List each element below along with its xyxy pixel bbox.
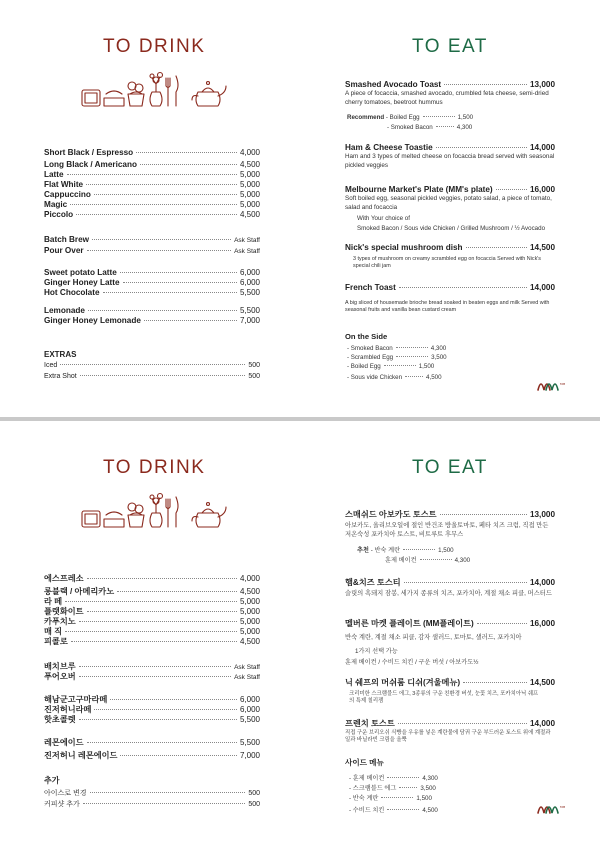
drink-price: Ask Staff: [234, 664, 260, 671]
leader-dots: [79, 676, 231, 677]
to-eat-heading: TO EAT: [412, 36, 488, 57]
drink-price: Ask Staff: [234, 674, 260, 681]
to-eat-heading: TO EAT: [412, 457, 488, 478]
drink-price: Ask Staff: [234, 248, 260, 255]
recommend-price: 4,300: [454, 557, 471, 564]
food-name: Smashed Avocado Toast: [345, 80, 442, 89]
svg-text:MM: MM: [560, 805, 566, 809]
leader-dots: [399, 787, 417, 788]
food-name: 햄&치즈 토스티: [345, 578, 401, 587]
leader-dots: [92, 239, 231, 240]
extra-name: 아이스로 변경: [44, 790, 87, 797]
food-name: Melbourne Market's Plate (MM's plate): [345, 185, 493, 194]
recommend-row: [385, 555, 470, 564]
melbourne-market-logo: [536, 795, 570, 817]
drink-row: [44, 288, 260, 297]
drink-name: Long Black / Americano: [44, 160, 137, 169]
food-name: 닉 쉐프의 머쉬룸 디쉬(겨울메뉴): [345, 678, 461, 687]
extra-row: [44, 362, 260, 369]
leader-dots: [79, 621, 237, 622]
food-description: 직접 구운 브리오쉬 식빵을 우유를 넣은 계란물에 담궈 구운 부드러운 토스트 위에 계절과일과 바닐라빈 크림을 올뿍: [345, 730, 551, 743]
side-row: [347, 363, 434, 370]
drink-price: 5,000: [239, 200, 260, 209]
drink-name: 매 직: [44, 627, 63, 636]
leader-dots: [381, 797, 413, 798]
extra-price: 500: [248, 362, 260, 369]
leader-dots: [87, 578, 237, 579]
leader-dots: [71, 641, 237, 642]
food-name: French Toast: [345, 283, 396, 292]
food-description: A piece of focaccia, smashed avocado, crumbled feta cheese, semi-dried cherry tomatoes, beetroot hummus: [345, 90, 549, 107]
drink-name: 푸어오버: [44, 672, 76, 681]
choice-options: Smoked Bacon / Sous vide Chicken / Grilled Mushroom / ½ Avocado: [357, 225, 546, 232]
side-price: 1,500: [416, 795, 432, 802]
side-name: - 훈제 베이컨: [349, 775, 385, 782]
recommend-price: 4,300: [456, 124, 473, 131]
leader-dots: [387, 777, 419, 778]
leader-dots: [70, 204, 237, 205]
food-row: [345, 283, 555, 292]
drink-name: 플랫화이트: [44, 607, 84, 616]
drink-row: [44, 671, 260, 682]
side-name: - Boiled Egg: [347, 363, 381, 370]
leader-dots: [80, 375, 246, 376]
drink-name: 배치브루: [44, 662, 76, 671]
side-price: 3,500: [431, 354, 447, 361]
food-row: [345, 185, 555, 194]
drink-price: 5,000: [239, 180, 260, 189]
leader-dots: [65, 631, 237, 632]
food-row: [345, 618, 555, 629]
leader-dots: [396, 347, 428, 348]
cup-and-teapot-illustration: [80, 485, 230, 533]
drink-row: [44, 200, 260, 209]
leader-dots: [398, 723, 527, 724]
choice-options: 훈제 베이컨 / 수비드 치킨 / 구운 버섯 / 아보카도½: [345, 659, 479, 666]
food-price: 16,000: [529, 185, 555, 194]
leader-dots: [466, 247, 527, 248]
leader-dots: [120, 755, 237, 756]
drink-row: [44, 737, 260, 748]
drink-price: 4,500: [239, 160, 260, 169]
food-description: 크리미한 스크램블드 에그, 3종류의 구운 친환경 버섯, 눈꽃 치즈, 포카치아닉 쉐프의 특제 칠리잼: [349, 691, 539, 704]
leader-dots: [79, 719, 237, 720]
side-row: [347, 354, 447, 361]
leader-dots: [384, 365, 416, 366]
drink-price: 4,000: [239, 574, 260, 583]
cup-and-teapot-illustration: [80, 64, 230, 112]
drink-name: Cappuccino: [44, 190, 91, 199]
leader-dots: [120, 272, 237, 273]
food-name: 멜버른 마켓 플레이트 (MM플레이트): [345, 619, 474, 628]
drink-row: [44, 268, 260, 277]
drink-name: Ginger Honey Latte: [44, 278, 120, 287]
drink-row: [44, 235, 260, 244]
side-price: 3,500: [420, 785, 436, 792]
side-title: 사이드 메뉴: [345, 758, 384, 767]
food-description: 슬릿의 흑돼지 잠봉, 세가지 종류의 치즈, 포카치아, 계절 채소 피클, 머스터드: [345, 590, 552, 597]
leader-dots: [87, 742, 237, 743]
recommend-row: [347, 114, 473, 121]
leader-dots: [123, 282, 237, 283]
choice-title: 1가지 선택 가능: [355, 648, 398, 655]
extra-name: Iced: [44, 362, 58, 369]
drink-price: 5,500: [239, 715, 260, 724]
food-price: 13,000: [529, 80, 555, 89]
drink-price: 5,500: [239, 738, 260, 747]
drink-price: 4,000: [239, 148, 260, 157]
drink-row: [44, 573, 260, 584]
leader-dots: [423, 116, 455, 117]
extra-row: [44, 799, 260, 809]
drink-price: 6,000: [239, 278, 260, 287]
drink-price: 7,000: [239, 316, 260, 325]
leader-dots: [404, 582, 527, 583]
food-row: [345, 80, 555, 89]
recommend-label: 추천: [357, 547, 369, 554]
to-drink-heading: TO DRINK: [103, 36, 206, 57]
side-row: [347, 345, 446, 352]
drink-price: 4,500: [239, 210, 260, 219]
drink-price: 6,000: [239, 705, 260, 714]
leader-dots: [90, 792, 246, 793]
drink-row: [44, 278, 260, 287]
leader-dots: [65, 601, 237, 602]
food-row: [345, 718, 555, 729]
drink-name: Ginger Honey Lemonade: [44, 316, 141, 325]
drink-price: 7,000: [239, 751, 260, 760]
leader-dots: [87, 611, 237, 612]
drink-price: 5,000: [239, 170, 260, 179]
drink-name: Lemonade: [44, 306, 85, 315]
recommend-name: - Boiled Egg: [385, 114, 420, 121]
side-name: - 반숙 계란: [349, 795, 379, 802]
choice-title: With Your choice of: [357, 215, 410, 222]
drink-price: 6,000: [239, 695, 260, 704]
leader-dots: [140, 164, 237, 165]
drink-price: 5,000: [239, 607, 260, 616]
drink-price: 5,000: [239, 597, 260, 606]
leader-dots: [86, 184, 237, 185]
side-price: 4,500: [422, 807, 438, 814]
food-row: [345, 677, 555, 688]
food-description: 3 types of mushroom on creamy scrambled egg on focaccia Served with Nick's special chili jam: [353, 256, 541, 269]
food-row: [345, 577, 555, 588]
drink-price: Ask Staff: [234, 237, 260, 244]
drink-row: [44, 180, 260, 189]
side-name: - 수비드 치킨: [349, 807, 385, 814]
extra-price: 500: [248, 790, 260, 797]
food-name: 스매쉬드 아보카도 토스트: [345, 510, 437, 519]
drink-name: 카푸치노: [44, 617, 76, 626]
food-price: 14,000: [529, 143, 555, 152]
recommend-price: 1,500: [438, 547, 454, 554]
leader-dots: [463, 682, 527, 683]
leader-dots: [399, 287, 527, 288]
side-name: - 스크램블드 에그: [349, 785, 397, 792]
food-price: 14,500: [529, 678, 555, 687]
side-price: 4,500: [426, 374, 442, 381]
drink-name: 진저허니 레몬에이드: [44, 751, 118, 760]
drink-row: [44, 316, 260, 325]
food-name: 프렌치 토스트: [345, 719, 395, 728]
leader-dots: [88, 310, 237, 311]
drink-name: Sweet potato Latte: [44, 268, 117, 277]
melbourne-market-logo: [536, 372, 570, 394]
menu-page-english: [0, 0, 600, 418]
leader-dots: [67, 174, 237, 175]
drink-name: Batch Brew: [44, 235, 90, 244]
leader-dots: [440, 514, 527, 515]
drink-row: [44, 306, 260, 315]
food-price: 14,500: [529, 243, 555, 252]
side-row: [349, 773, 438, 782]
extra-price: 500: [248, 801, 260, 808]
recommend-label: Recommend: [347, 114, 385, 121]
leader-dots: [60, 364, 245, 365]
drink-name: Flat White: [44, 180, 84, 189]
drink-price: 5,500: [239, 306, 260, 315]
drink-price: 4,500: [239, 637, 260, 646]
drink-name: Hot Chocolate: [44, 288, 100, 297]
drink-name: Latte: [44, 170, 64, 179]
drink-row: [44, 210, 260, 219]
drink-name: Magic: [44, 200, 68, 209]
leader-dots: [477, 623, 527, 624]
drink-name: Piccolo: [44, 210, 74, 219]
drink-name: 진저허니라떼: [44, 705, 92, 714]
drink-name: Pour Over: [44, 246, 84, 255]
drink-price: 5,000: [239, 190, 260, 199]
drink-price: 5,000: [239, 627, 260, 636]
food-description: 반숙 계란, 계절 채소 피클, 감자 샐러드, 토마토, 샐러드, 포카치아: [345, 634, 522, 641]
drink-name: Short Black / Espresso: [44, 148, 134, 157]
drink-name: 레몬에이드: [44, 738, 84, 747]
drink-price: 4,500: [239, 587, 260, 596]
leader-dots: [117, 591, 237, 592]
leader-dots: [144, 320, 237, 321]
recommend-name: - Smoked Bacon: [387, 124, 433, 131]
food-price: 14,000: [529, 283, 555, 292]
food-row: [345, 143, 555, 152]
leader-dots: [436, 126, 454, 127]
drink-price: 5,500: [239, 288, 260, 297]
leader-dots: [79, 666, 231, 667]
menu-page-korean: [0, 421, 600, 843]
food-price: 14,000: [529, 719, 555, 728]
drink-name: 에스프레소: [44, 574, 84, 583]
side-price: 4,300: [430, 345, 447, 352]
recommend-name: 훈제 베이컨: [385, 557, 417, 564]
side-row: [349, 805, 438, 814]
drink-name: 피콜로: [44, 637, 68, 646]
extras-title: 추가: [44, 776, 60, 785]
drink-name: 롱블랙 / 아메리카노: [44, 587, 115, 596]
food-price: 14,000: [529, 578, 555, 587]
food-description: A big sliced of housemade brioche bread soaked in beaten eggs and milk Served with seasonal fruits and vanilla bean custard cream: [345, 300, 550, 313]
drink-row: [44, 160, 260, 169]
drink-price: 5,000: [239, 617, 260, 626]
extras-title: EXTRAS: [44, 350, 77, 359]
drink-row: [44, 636, 260, 647]
leader-dots: [94, 194, 237, 195]
drink-name: 해남군고구마라떼: [44, 695, 108, 704]
drink-row: [44, 148, 260, 157]
drink-row: [44, 190, 260, 199]
extra-price: 500: [248, 373, 260, 380]
drink-row: [44, 246, 260, 255]
leader-dots: [396, 356, 428, 357]
side-row: [349, 793, 432, 802]
side-name: - Sous vide Chicken: [347, 374, 403, 381]
to-drink-heading: TO DRINK: [103, 457, 206, 478]
extra-row: [44, 788, 260, 798]
drink-row: [44, 714, 260, 725]
drink-row: [44, 170, 260, 179]
leader-dots: [94, 709, 237, 710]
food-row: [345, 509, 555, 520]
food-row: [345, 243, 555, 252]
food-description: Ham and 3 types of melted cheese on focaccia bread served with seasonal pickled veggies: [345, 153, 555, 170]
recommend-name: - 반숙 계란: [370, 547, 401, 554]
food-price: 16,000: [529, 619, 555, 628]
drink-row: [44, 750, 260, 761]
leader-dots: [405, 376, 423, 377]
svg-text:MM: MM: [560, 382, 566, 386]
side-row: [347, 374, 442, 381]
food-name: Ham & Cheese Toastie: [345, 143, 433, 152]
side-price: 1,500: [418, 363, 435, 370]
food-name: Nick's special mushroom dish: [345, 243, 463, 252]
extra-row: [44, 373, 260, 380]
leader-dots: [87, 250, 232, 251]
side-name: - Smoked Bacon: [347, 345, 393, 352]
food-description: Soft boiled egg, seasonal pickled veggies, potato salad, a piece of tomato, salad and focaccia: [345, 195, 552, 212]
food-description: 아보카도, 올리브오일에 절인 반건조 방울토마토, 페타 치즈 크럼, 직접 만든 저온숙성 포카치아 토스트, 비트루트 후무스: [345, 522, 549, 539]
leader-dots: [444, 84, 527, 85]
leader-dots: [83, 803, 246, 804]
side-name: - Scrambled Egg: [347, 354, 394, 361]
leader-dots: [403, 549, 435, 550]
food-price: 13,000: [529, 510, 555, 519]
drink-price: 6,000: [239, 268, 260, 277]
extra-name: 커피샷 추가: [44, 801, 80, 808]
leader-dots: [103, 292, 237, 293]
side-price: 4,300: [422, 775, 438, 782]
recommend-row: [387, 124, 472, 131]
leader-dots: [387, 809, 419, 810]
leader-dots: [496, 189, 527, 190]
drink-name: 라 떼: [44, 597, 63, 606]
recommend-row: [357, 545, 454, 554]
recommend-price: 1,500: [457, 114, 474, 121]
drink-name: 핫초콜렛: [44, 715, 76, 724]
leader-dots: [436, 147, 527, 148]
leader-dots: [110, 699, 237, 700]
leader-dots: [76, 214, 237, 215]
side-title: On the Side: [345, 332, 388, 341]
leader-dots: [136, 152, 237, 153]
extra-name: Extra Shot: [44, 373, 77, 380]
side-row: [349, 783, 436, 792]
leader-dots: [420, 559, 452, 560]
